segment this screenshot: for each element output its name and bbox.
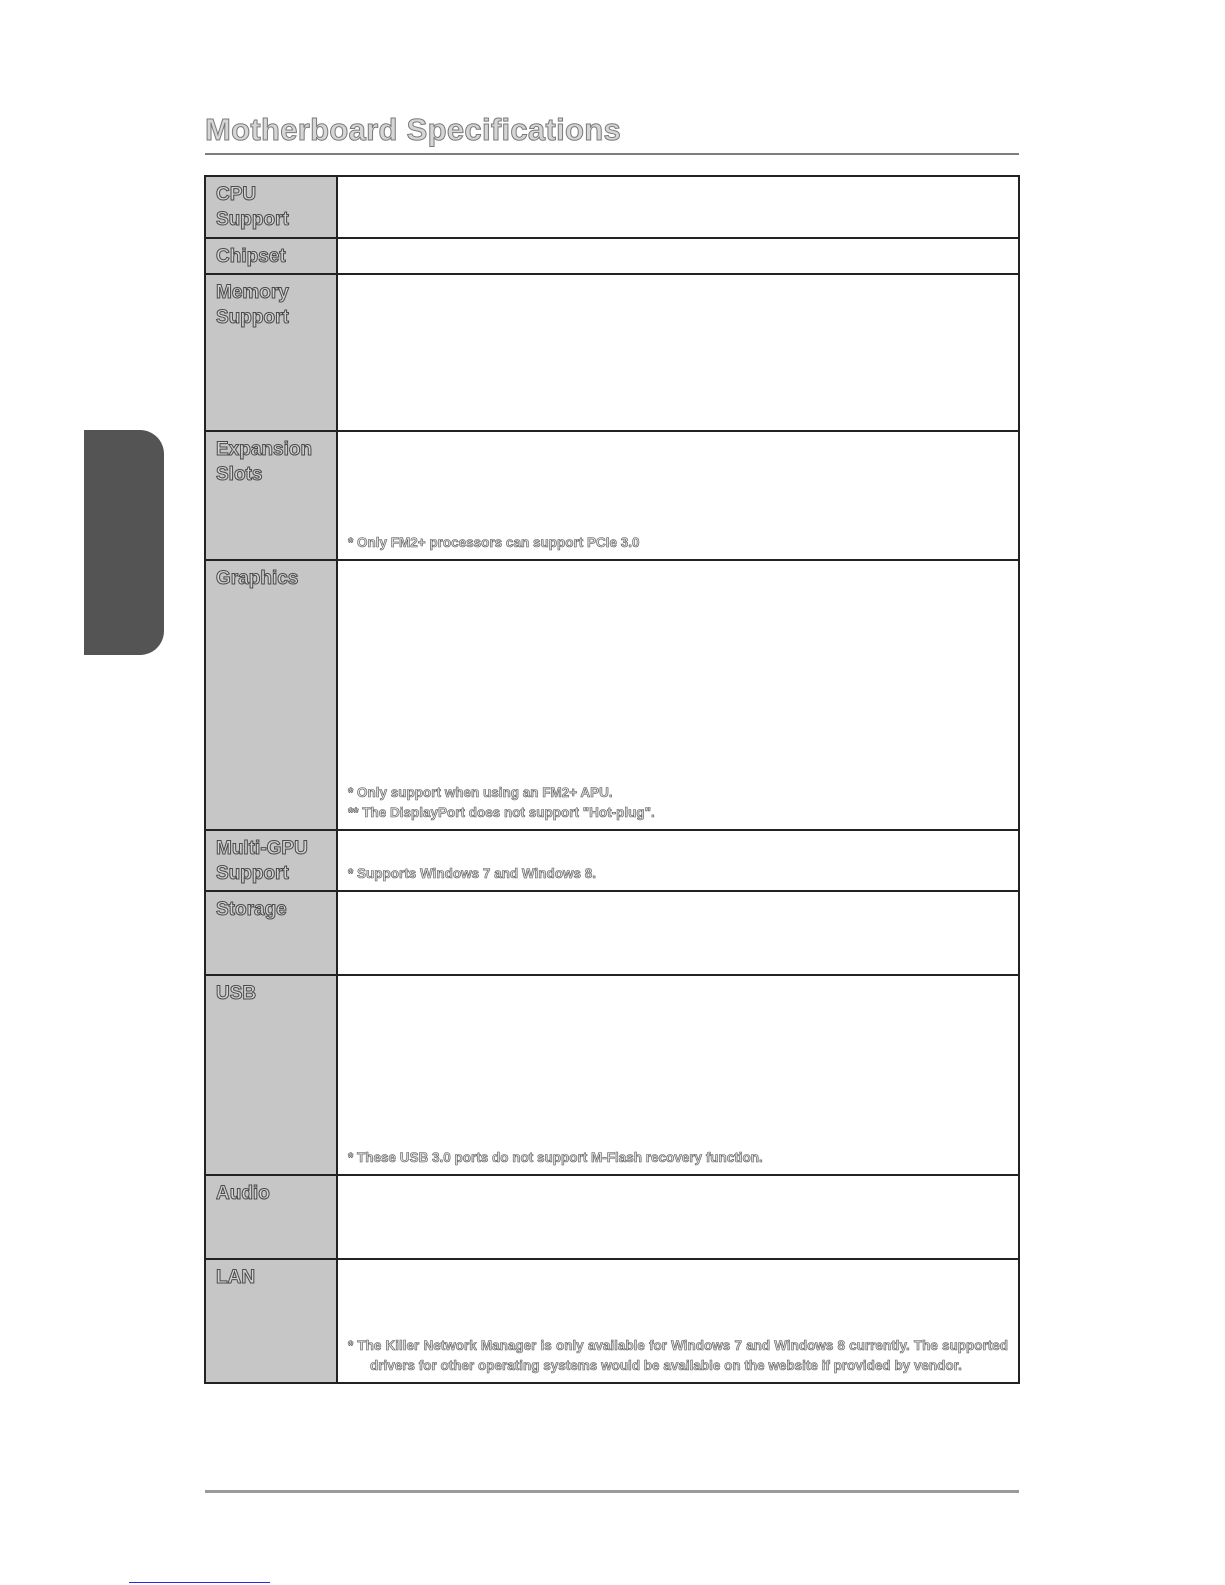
spec-row-cpu-support (205, 176, 1019, 238)
spec-row-storage (205, 891, 1019, 975)
spec-content-usb (337, 975, 1019, 1175)
spec-label-expansion-slots: Expansion Slots (216, 439, 313, 485)
spec-label-usb: USB (216, 983, 257, 1004)
spec-content-lan (337, 1259, 1019, 1383)
footnote (348, 783, 1008, 823)
spec-row-audio (205, 1175, 1019, 1259)
spec-label-cell (205, 891, 337, 975)
spec-content-expansion-slots (337, 431, 1019, 560)
footnote (348, 864, 1008, 884)
spec-label-memory-support: Memory Support (216, 282, 289, 328)
footer-divider (205, 1490, 1019, 1493)
spec-content-storage (337, 891, 1019, 975)
spec-label-storage: Storage (216, 899, 287, 920)
spec-row-expansion-slots (205, 431, 1019, 560)
spec-row-chipset (205, 238, 1019, 274)
spec-content-chipset (337, 238, 1019, 274)
footnote-line: * These USB 3.0 ports do not support M-Flash recovery function. (348, 1150, 763, 1165)
spec-label-cell (205, 560, 337, 830)
spec-label-cell (205, 238, 337, 274)
spec-label-audio: Audio (216, 1183, 270, 1204)
spec-label-cell (205, 975, 337, 1175)
spec-label-cell (205, 830, 337, 891)
spec-row-graphics (205, 560, 1019, 830)
spec-content-multi-gpu-support (337, 830, 1019, 891)
spec-label-cell (205, 1175, 337, 1259)
footnote (348, 1148, 1008, 1168)
chapter-side-tab (84, 430, 164, 655)
spec-content-graphics (337, 560, 1019, 830)
spec-label-cpu-support: CPU Support (216, 184, 289, 230)
spec-row-memory-support (205, 274, 1019, 431)
spec-content-cpu-support (337, 176, 1019, 238)
spec-label-chipset: Chipset (216, 246, 286, 267)
spec-content-memory-support (337, 274, 1019, 431)
footnote-line: ** The DisplayPort does not support "Hot-plug". (348, 805, 655, 820)
spec-label-cell (205, 274, 337, 431)
specifications-table (204, 175, 1020, 1384)
footnote-line: * Only support when using an FM2+ APU. (348, 785, 613, 800)
page-title: Motherboard Specifications (205, 112, 622, 147)
spec-label-cell (205, 431, 337, 560)
spec-row-lan (205, 1259, 1019, 1383)
footnote-line: * Only FM2+ processors can support PCIe 3.0 (348, 535, 640, 550)
spec-label-lan: LAN (216, 1267, 256, 1288)
title-divider (205, 153, 1019, 155)
spec-content-audio (337, 1175, 1019, 1259)
link-underline (129, 1582, 270, 1583)
footnote-line: * Supports Windows 7 and Windows 8. (348, 866, 597, 881)
spec-row-multi-gpu-support (205, 830, 1019, 891)
footnote-line: * The Killer Network Manager is only available for Windows 7 and Windows 8 currently. The supported drivers for other operating systems would be available on the website if provided by vendor. (348, 1338, 1008, 1373)
footnote (348, 1336, 1008, 1376)
spec-label-cell (205, 176, 337, 238)
footnote (348, 533, 1008, 553)
spec-label-cell (205, 1259, 337, 1383)
spec-label-graphics: Graphics (216, 568, 299, 589)
spec-label-multi-gpu-support: Multi-GPU Support (216, 838, 308, 884)
spec-row-usb (205, 975, 1019, 1175)
